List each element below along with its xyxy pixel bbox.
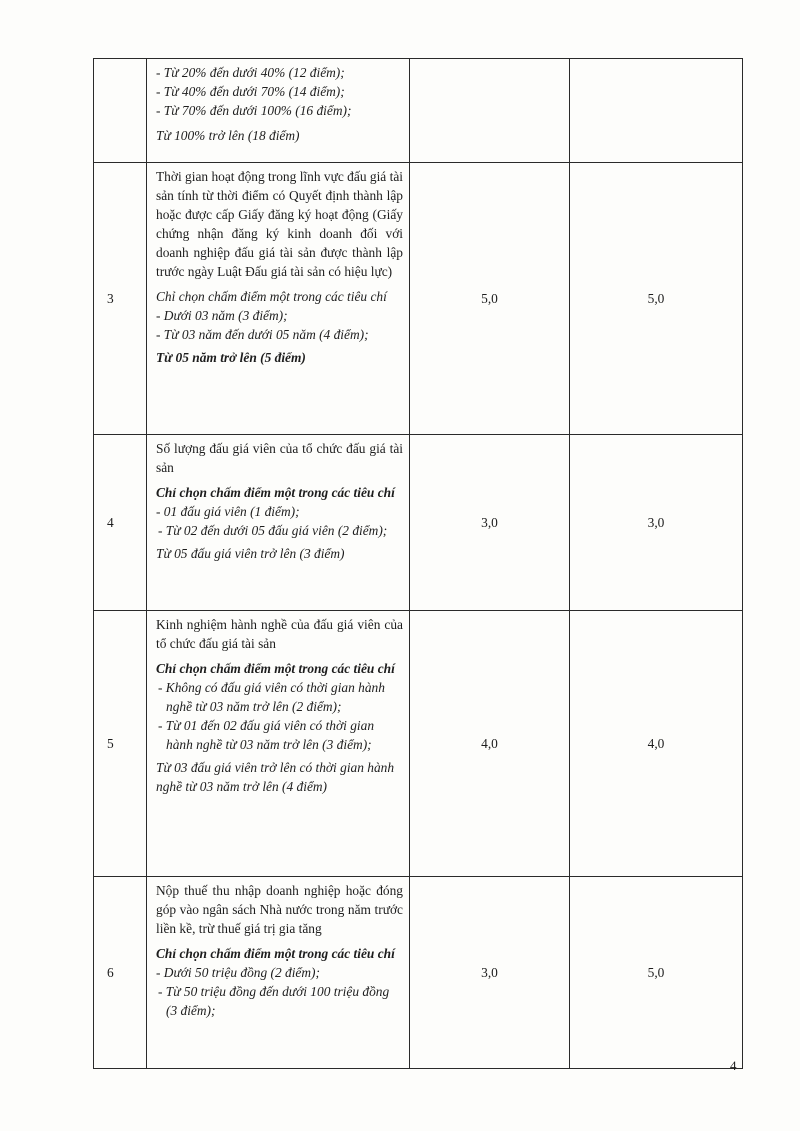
max-score-cell xyxy=(410,434,570,610)
last-option-text: Từ 100% trở lên (18 điểm) xyxy=(156,128,300,144)
option-text: - Từ 70% đến dưới 100% (16 điểm); xyxy=(156,103,352,119)
option-text: - Dưới 03 năm (3 điểm); xyxy=(156,307,288,323)
score-cell xyxy=(570,162,743,434)
last-option-text: Từ 05 đấu giá viên trở lên (3 điểm) xyxy=(156,545,345,561)
max-score-value: 5,0 xyxy=(481,290,498,306)
option-text: - 01 đấu giá viên (1 điểm); xyxy=(156,503,300,519)
max-score-cell xyxy=(410,876,570,1068)
option-text: - Dưới 50 triệu đồng (2 điểm); xyxy=(156,964,320,980)
criteria-cell xyxy=(147,610,410,876)
table-row xyxy=(94,876,743,1068)
table-row xyxy=(94,162,743,434)
criteria-title: Thời gian hoạt động trong lĩnh vực đấu giá tài sản tính từ thời điểm có Quyết định thành lập hoặc được cấp Giấy đăng ký hoạt động (Giấy chứng nhận đăng ký kinh doanh đối với doanh nghiệp đấu giá tài sản được thành lập trước ngày Luật Đấu giá tài sản có hiệu lực) xyxy=(156,168,403,279)
max-score-cell xyxy=(410,59,570,163)
option-text: - Từ 50 triệu đồng đến dưới 100 triệu đồng (3 điểm); xyxy=(158,983,390,1018)
score-cell xyxy=(570,876,743,1068)
option-text: - Từ 20% đến dưới 40% (12 điểm); xyxy=(156,65,345,80)
score-cell xyxy=(570,59,743,163)
criteria-cell xyxy=(147,59,410,163)
criteria-cell xyxy=(147,162,410,434)
max-score-cell xyxy=(410,162,570,434)
option-text: - Không có đấu giá viên có thời gian hành nghề từ 03 năm trở lên (2 điểm); xyxy=(158,679,385,714)
row-number: 5 xyxy=(94,610,147,876)
row-number xyxy=(94,59,147,163)
score-cell xyxy=(570,434,743,610)
row-number: 3 xyxy=(94,162,147,434)
criteria-title: Kinh nghiệm hành nghề của đấu giá viên của tổ chức đấu giá tài sản xyxy=(156,616,403,651)
score-value: 5,0 xyxy=(647,290,665,306)
option-text: - Từ 03 năm đến dưới 05 năm (4 điểm); xyxy=(156,326,369,342)
criteria-title: Số lượng đấu giá viên của tổ chức đấu giá tài sản xyxy=(156,440,403,475)
score-value: 4,0 xyxy=(647,735,665,751)
row-number: 6 xyxy=(94,876,147,1068)
score-cell xyxy=(570,610,743,876)
last-option-text: Từ 03 đấu giá viên trở lên có thời gian hành nghề từ 03 năm trở lên (4 điểm) xyxy=(156,759,395,794)
option-text: - Từ 02 đến dưới 05 đấu giá viên (2 điểm); xyxy=(158,522,388,538)
score-value: 3,0 xyxy=(647,514,665,530)
table-row xyxy=(94,59,743,163)
max-score-value: 3,0 xyxy=(481,514,498,530)
page-number: 4 xyxy=(730,1058,737,1073)
criteria-instruction: Chỉ chọn chấm điểm một trong các tiêu chí xyxy=(156,484,395,500)
score-value: 5,0 xyxy=(647,964,665,980)
option-text: - Từ 01 đến 02 đấu giá viên có thời gian hành nghề từ 03 năm trở lên (3 điểm); xyxy=(158,717,375,752)
table-row xyxy=(94,610,743,876)
option-text: - Từ 40% đến dưới 70% (14 điểm); xyxy=(156,84,345,100)
table-row xyxy=(94,434,743,610)
criteria-table xyxy=(93,58,743,1069)
criteria-instruction: Chỉ chọn chấm điểm một trong các tiêu chí xyxy=(156,660,395,676)
criteria-instruction: Chỉ chọn chấm điểm một trong các tiêu chí xyxy=(156,288,387,304)
max-score-cell xyxy=(410,610,570,876)
last-option-text: Từ 05 năm trở lên (5 điểm) xyxy=(156,349,306,365)
criteria-instruction: Chỉ chọn chấm điểm một trong các tiêu chí xyxy=(156,945,395,961)
row-number: 4 xyxy=(94,434,147,610)
criteria-cell xyxy=(147,876,410,1068)
criteria-cell xyxy=(147,434,410,610)
max-score-value: 4,0 xyxy=(481,735,498,751)
max-score-value: 3,0 xyxy=(481,964,498,980)
criteria-title: Nộp thuế thu nhập doanh nghiệp hoặc đóng góp vào ngân sách Nhà nước trong năm trước liền kề, trừ thuế giá trị gia tăng xyxy=(156,882,403,936)
